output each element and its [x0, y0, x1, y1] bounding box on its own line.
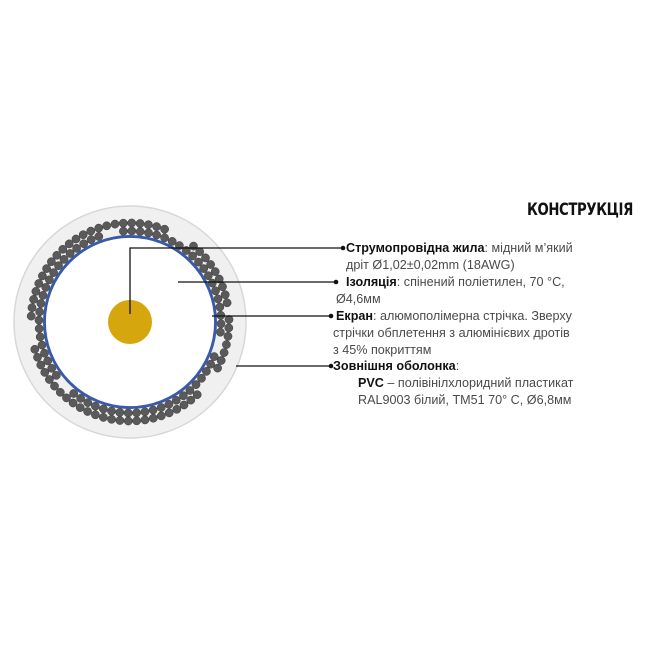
braid-wire: [76, 404, 84, 412]
braid-wire: [157, 412, 165, 420]
braid-wire: [196, 248, 204, 256]
braid-wire: [124, 409, 132, 417]
braid-wire: [216, 303, 224, 311]
braid-wire: [99, 405, 107, 413]
braid-wire: [207, 260, 215, 268]
braid-wire: [37, 361, 45, 369]
braid-wire: [116, 416, 124, 424]
braid-wire: [107, 407, 115, 415]
braid-wire: [218, 283, 226, 291]
braid-wire: [144, 221, 152, 229]
braid-wire: [224, 332, 232, 340]
braid-wire: [165, 400, 173, 408]
braid-wire: [136, 228, 144, 236]
braid-wire: [179, 392, 187, 400]
braid-wire: [38, 272, 46, 280]
label-screen-name: Екран: [336, 309, 374, 323]
braid-wire: [36, 308, 44, 316]
braid-wire: [153, 223, 161, 231]
braid-wire: [33, 353, 41, 361]
braid-wire: [65, 240, 73, 248]
braid-wire: [141, 416, 149, 424]
braid-wire: [95, 232, 103, 240]
braid-wire: [87, 227, 95, 235]
label-conductor-line1: мідний м’який: [491, 241, 573, 255]
braid-wire: [217, 320, 225, 328]
braid-wire: [91, 402, 99, 410]
label-conductor-line2: дріт Ø1,02±0,02mm (18AWG): [346, 258, 515, 272]
braid-wire: [172, 396, 180, 404]
braid-wire: [153, 231, 161, 239]
label-jacket-line2: RAL9003 білий, ТМ51 70° С, Ø6,8мм: [358, 393, 572, 407]
braid-wire: [222, 341, 230, 349]
label-insulation-line1: спінений поліетилен, 70 °C,: [403, 275, 565, 289]
braid-wire: [149, 406, 157, 414]
braid-wire: [73, 244, 81, 252]
braid-wire: [124, 417, 132, 425]
braid-wire: [144, 229, 152, 237]
braid-wire: [43, 265, 51, 273]
braid-wire: [221, 291, 229, 299]
braid-wire: [202, 367, 210, 375]
leader-dot-conductor: [341, 246, 346, 251]
braid-wire: [116, 408, 124, 416]
braid-wire: [41, 368, 49, 376]
label-jacket-colon: :: [455, 359, 460, 373]
label-jacket-name: Зовнішня оболонка: [333, 359, 456, 373]
label-jacket-line1-text: – полівінілхлоридний пластикат: [387, 376, 574, 390]
label-insulation: [346, 274, 565, 291]
braid-wire: [133, 409, 141, 417]
label-conductor: [346, 240, 573, 257]
braid-wire: [108, 415, 116, 423]
braid-wire: [35, 316, 43, 324]
braid-wire: [223, 299, 231, 307]
braid-wire: [77, 394, 85, 402]
leader-dot-screen: [329, 314, 334, 319]
section-title: КОНСТРУКЦІЯ: [527, 200, 633, 220]
leader-dot-insulation: [334, 280, 339, 285]
braid-wire: [45, 375, 53, 383]
braid-wire: [214, 295, 222, 303]
braid-wire: [136, 219, 144, 227]
braid-wire: [35, 325, 43, 333]
braid-wire: [214, 364, 222, 372]
braid-wire: [119, 227, 127, 235]
braid-wire: [165, 409, 173, 417]
braid-wire: [32, 287, 40, 295]
braid-wire: [53, 251, 61, 259]
braid-wire: [91, 411, 99, 419]
braid-wire: [103, 222, 111, 230]
braid-wire: [161, 225, 169, 233]
label-screen-line1: алюмополімерна стрічка. Зверху: [380, 309, 572, 323]
braid-wire: [187, 396, 195, 404]
braid-wire: [36, 333, 44, 341]
braid-wire: [79, 231, 87, 239]
label-jacket-material: PVC: [358, 376, 384, 390]
braid-wire: [133, 417, 141, 425]
braid-wire: [27, 312, 35, 320]
braid-wire: [217, 356, 225, 364]
braid-wire: [72, 235, 80, 243]
label-conductor-colon: :: [484, 241, 488, 255]
braid-wire: [211, 268, 219, 276]
braid-wire: [84, 407, 92, 415]
braid-wire: [39, 291, 47, 299]
braid-wire: [84, 399, 92, 407]
braid-wire: [31, 345, 39, 353]
braid-wire: [141, 408, 149, 416]
braid-wire: [29, 295, 37, 303]
braid-wire: [35, 279, 43, 287]
braid-wire: [128, 227, 136, 235]
label-insulation-line2: Ø4,6мм: [336, 292, 381, 306]
label-jacket: [333, 358, 459, 375]
braid-wire: [168, 237, 176, 245]
braid-wire: [149, 414, 157, 422]
label-insulation-colon: :: [396, 275, 401, 289]
braid-wire: [87, 236, 95, 244]
label-insulation-name: Ізоляція: [346, 275, 397, 289]
braid-wire: [225, 324, 233, 332]
braid-wire: [111, 220, 119, 228]
braid-wire: [80, 240, 88, 248]
label-screen: [336, 308, 572, 325]
braid-wire: [56, 388, 64, 396]
label-jacket-line1: [358, 375, 573, 392]
braid-wire: [180, 401, 188, 409]
braid-wire: [128, 219, 136, 227]
braid-wire: [37, 299, 45, 307]
braid-wire: [119, 219, 127, 227]
braid-wire: [161, 234, 169, 242]
label-conductor-name: Струмопровідна жила: [346, 241, 485, 255]
braid-wire: [220, 349, 228, 357]
braid-wire: [157, 403, 165, 411]
braid-wire: [173, 405, 181, 413]
braid-wire: [99, 413, 107, 421]
braid-wire: [38, 341, 46, 349]
label-screen-colon: :: [373, 309, 377, 323]
label-screen-line2: стрічки обплетення з алюмінієвих дротів: [333, 326, 570, 340]
braid-wire: [28, 304, 36, 312]
braid-wire: [216, 328, 224, 336]
label-screen-line3: з 45% покриттям: [333, 343, 432, 357]
braid-wire: [95, 224, 103, 232]
